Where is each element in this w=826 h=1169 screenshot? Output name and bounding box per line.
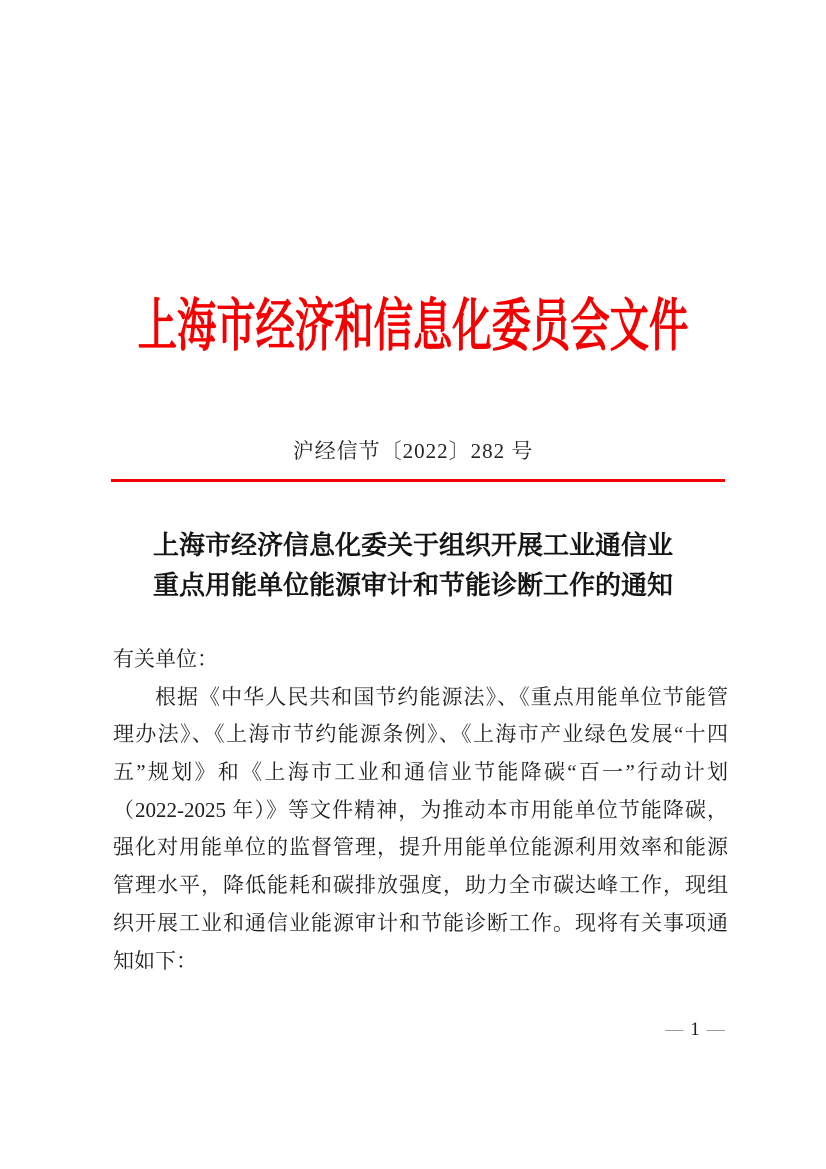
- salutation: 有关单位：: [113, 647, 218, 671]
- page-number: [648, 1017, 742, 1042]
- red-divider-line: [111, 479, 725, 482]
- document-title-line2: 重点用能单位能源审计和节能诊断工作的通知: [152, 571, 673, 600]
- body-line: 管理水平，降低能耗和碳排放强度，助力全市碳达峰工作，现组: [113, 873, 728, 898]
- letterhead-title: 上海市经济和信息化委员会文件: [137, 295, 689, 358]
- body-line: 五”规划》和《上海市工业和通信业节能降碳“百一”行动计划: [113, 760, 728, 785]
- footer-dash-left: —: [665, 1019, 684, 1039]
- body-line: 理办法》、《上海市节约能源条例》、《上海市产业绿色发展“十四: [113, 722, 728, 747]
- doc-reference-number: 沪经信节〔2022〕282 号: [292, 439, 534, 463]
- body-line: 根据《中华人民共和国节约能源法》、《重点用能单位节能管: [155, 684, 728, 709]
- body-line: （2022-2025 年）》等文件精神，为推动本市用能单位节能降碳，: [113, 797, 728, 822]
- document-title-line1: 上海市经济信息化委关于组织开展工业通信业: [152, 531, 673, 560]
- footer-page-number: 1: [690, 1019, 700, 1040]
- body-line-last: 知如下：: [113, 948, 197, 973]
- document-body: [113, 641, 728, 980]
- document-title: [0, 526, 826, 606]
- footer-dash-right: —: [706, 1019, 725, 1039]
- body-line: 织开展工业和通信业能源审计和节能诊断工作。现将有关事项通: [113, 910, 728, 935]
- body-line: 强化对用能单位的监督管理，提升用能单位能源利用效率和能源: [113, 835, 728, 860]
